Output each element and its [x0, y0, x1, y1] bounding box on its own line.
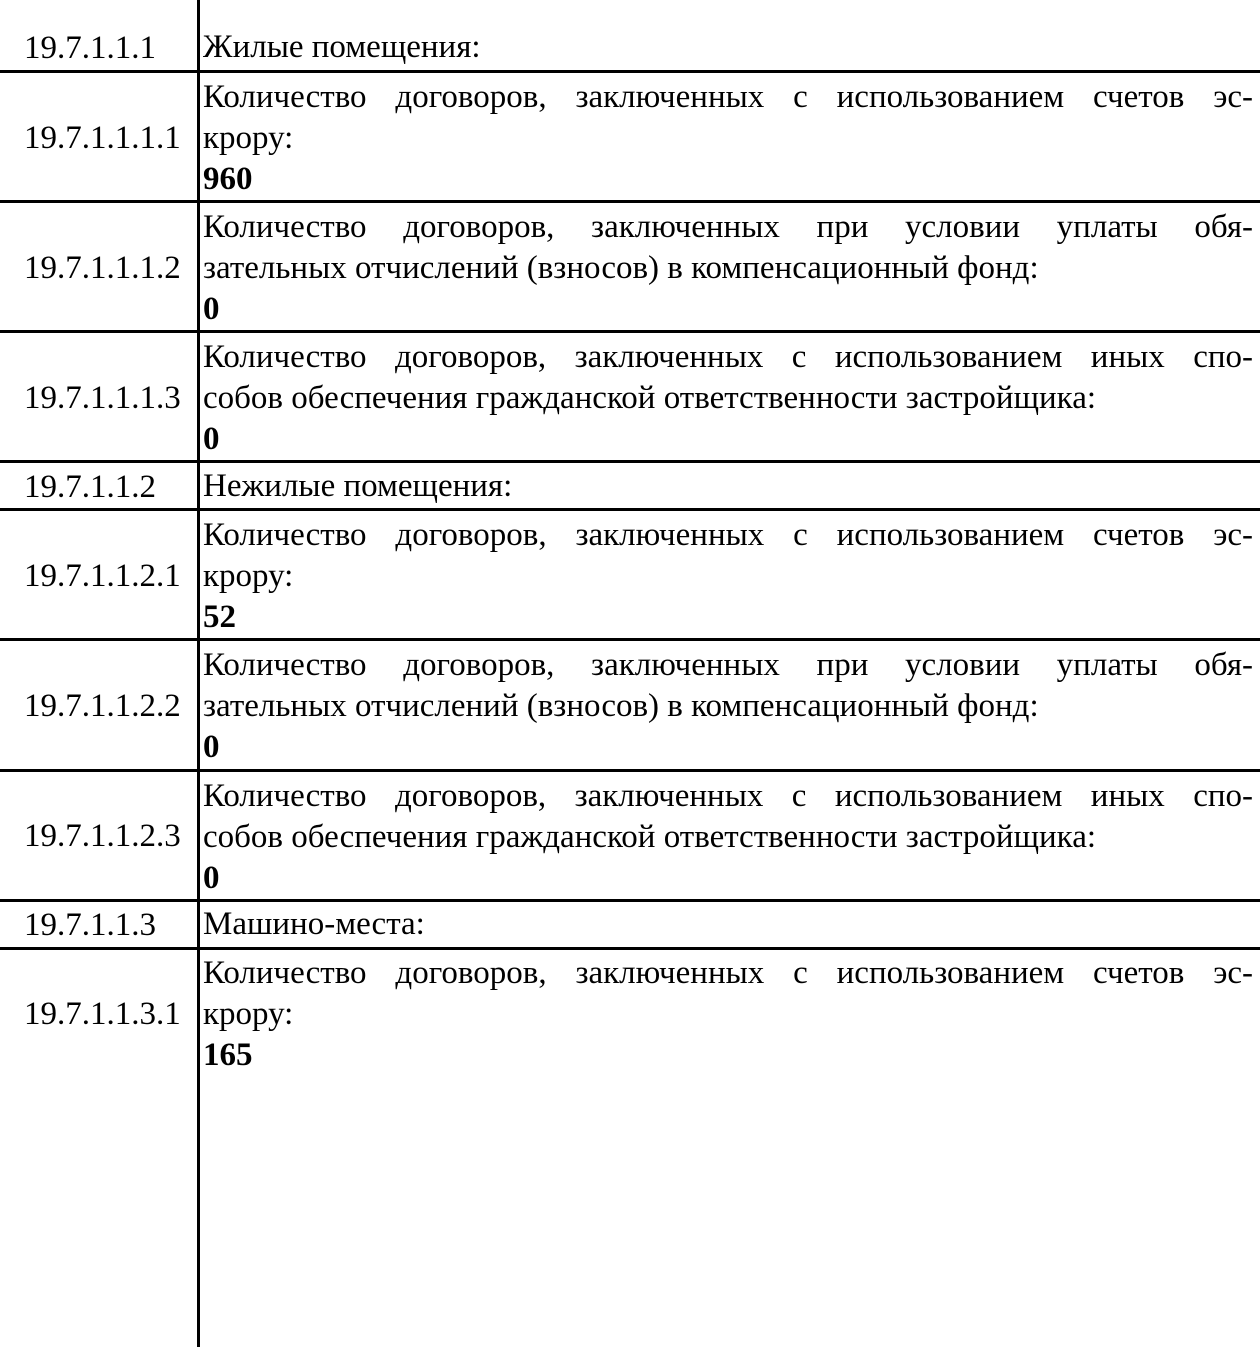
contract-count-value: 52	[203, 599, 236, 635]
description-line: крору:	[203, 120, 294, 156]
description-line: крору:	[203, 558, 294, 594]
row-description	[203, 77, 1253, 199]
row-description	[203, 953, 1253, 1075]
contract-count-value: 0	[203, 729, 220, 765]
row-divider	[0, 70, 1260, 73]
row-code: 19.7.1.1.3	[24, 907, 156, 943]
row-code: 19.7.1.1.2.1	[24, 558, 181, 594]
description-line: Машино-места:	[203, 906, 425, 942]
description-line: Нежилые помещения:	[203, 468, 513, 504]
description-line: Количество договоров, заключенных при условии уплаты обя-	[203, 209, 1253, 245]
row-code: 19.7.1.1.1.3	[24, 380, 181, 416]
row-divider	[0, 769, 1260, 772]
row-description	[203, 337, 1253, 459]
description-line: Количество договоров, заключенных при условии уплаты обя-	[203, 647, 1253, 683]
contract-count-value: 0	[203, 421, 220, 457]
description-line: Жилые помещения:	[203, 29, 481, 65]
row-code: 19.7.1.1.1.2	[24, 250, 181, 286]
row-code: 19.7.1.1.2.3	[24, 818, 181, 854]
description-line: собов обеспечения гражданской ответственности застройщика:	[203, 819, 1097, 855]
row-code: 19.7.1.1.2	[24, 469, 156, 505]
row-description	[203, 515, 1253, 637]
row-divider	[0, 947, 1260, 950]
description-line: Количество договоров, заключенных с использованием счетов эс-	[203, 79, 1253, 115]
contract-count-value: 960	[203, 161, 253, 197]
row-description	[203, 207, 1253, 329]
description-line: Количество договоров, заключенных с использованием иных спо-	[203, 778, 1253, 814]
row-description	[203, 776, 1253, 898]
row-description	[203, 27, 1253, 68]
row-code: 19.7.1.1.2.2	[24, 688, 181, 724]
row-divider	[0, 508, 1260, 511]
row-divider	[0, 460, 1260, 463]
description-line: зательных отчислений (взносов) в компенсационный фонд:	[203, 688, 1039, 724]
row-code: 19.7.1.1.3.1	[24, 996, 181, 1032]
description-line: собов обеспечения гражданской ответственности застройщика:	[203, 380, 1097, 416]
row-description	[203, 904, 1253, 945]
description-line: Количество договоров, заключенных с использованием счетов эс-	[203, 517, 1253, 553]
row-divider	[0, 638, 1260, 641]
row-divider	[0, 899, 1260, 902]
contract-count-value: 0	[203, 860, 220, 896]
row-divider	[0, 330, 1260, 333]
description-line: Количество договоров, заключенных с использованием иных спо-	[203, 339, 1253, 375]
row-code: 19.7.1.1.1.1	[24, 120, 181, 156]
description-line: Количество договоров, заключенных с использованием счетов эс-	[203, 955, 1253, 991]
contract-count-value: 0	[203, 291, 220, 327]
row-code: 19.7.1.1.1	[24, 30, 156, 66]
row-description	[203, 466, 1253, 507]
description-line: крору:	[203, 996, 294, 1032]
row-description	[203, 645, 1253, 767]
description-line: зательных отчислений (взносов) в компенсационный фонд:	[203, 250, 1039, 286]
row-divider	[0, 200, 1260, 203]
contract-count-value: 165	[203, 1037, 253, 1073]
